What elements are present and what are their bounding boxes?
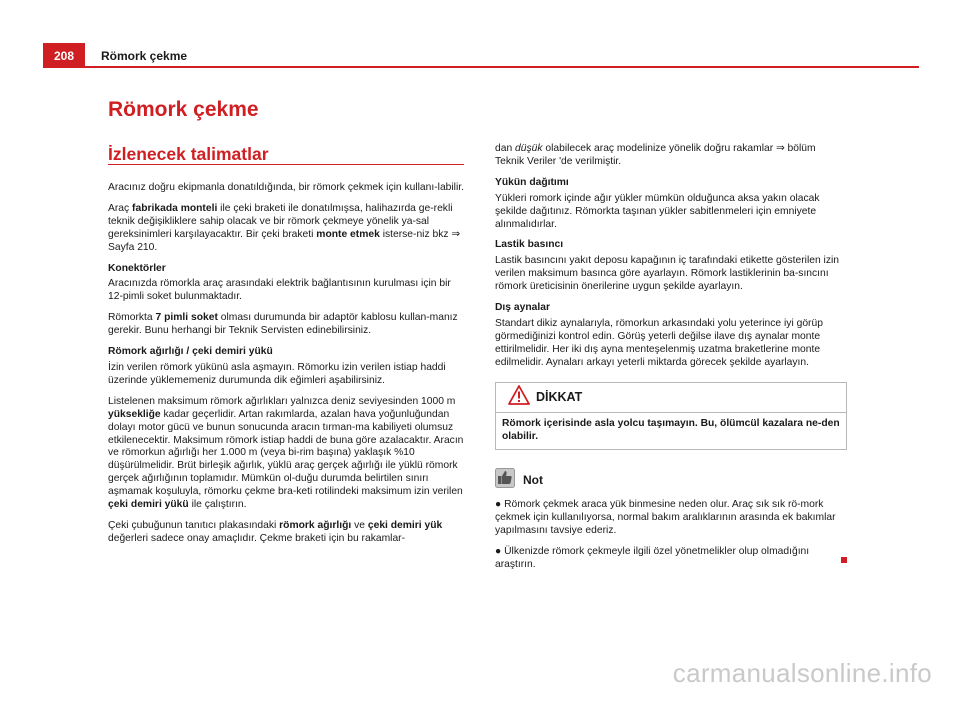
text-run: Araç xyxy=(108,202,133,214)
text-run: isterse-niz bkz ⇒ Sayfa 210. xyxy=(108,228,460,253)
header-rule xyxy=(43,66,919,68)
weight-heading: Römork ağırlığı / çeki demiri yükü xyxy=(108,346,273,358)
text-run: değerleri sadece onay amaçlıdır. Çekme braketi için bu rakamlar- xyxy=(108,532,406,544)
altitude-paragraph xyxy=(108,396,464,512)
mirror-heading: Dış aynalar xyxy=(495,302,550,314)
text-run: olması durumunda bir adaptör kablosu kullan-manız gerekir. Bunu herhangi bir Teknik Servisten edinebilirsiniz. xyxy=(108,312,458,337)
factory-paragraph xyxy=(108,203,464,255)
page-number: 208 xyxy=(43,43,85,68)
warning-triangle-icon xyxy=(508,385,530,410)
note-bullet xyxy=(495,499,847,538)
chapter-title: Römork çekme xyxy=(108,98,259,121)
bold-run: çeki demiri yük xyxy=(367,519,443,531)
connectors-heading: Konektörler xyxy=(108,262,166,274)
watermark: carmanualsonline.info xyxy=(672,658,932,688)
text-run: ile çeki braketi ile donatılmışsa, halihazırda ge-rekli teknik değişikliklere sahip olacak ve bir römork çekmeye yönelik ya-sal gereksinimleri karşılayacaktır. Bir çeki braketi xyxy=(108,202,453,240)
adapter-paragraph xyxy=(108,312,464,338)
warning-text: Römork içerisinde asla yolcu taşımayın. Bu, ölümcül kazalara ne-den olabilir. xyxy=(502,417,840,442)
weight-paragraph: İzin verilen römork yükünü asla aşmayın. Römorku izin verilen istiap haddi üzerinde yüklememeniz durumunda dik eğimleri aşabilirsiniz. xyxy=(108,361,446,386)
section-rule xyxy=(108,164,464,165)
note-bullet xyxy=(495,546,847,572)
running-title: Römork çekme xyxy=(101,49,188,63)
mirror-paragraph: Standart dikiz aynalarıyla, römorkun arkasındaki yolu yeterince iyi görüp görmediğinizi kontrol edin. Görüş yeterli değilse ilave dış aynalar monte ettirilmelidir. Her iki dış ayna menteşelenmiş uzatma braketlerine monte edilmelidir. Aynaları arkayı yeterli miktarda görecek şekilde ayarlayın. xyxy=(495,317,823,368)
note-icon xyxy=(495,468,515,493)
continuation-paragraph xyxy=(495,143,847,169)
bold-run: fabrikada monteli xyxy=(132,202,218,214)
right-column xyxy=(495,143,847,580)
text-run: ile çalıştırın. xyxy=(188,499,247,511)
text-run: ve xyxy=(351,519,368,531)
warning-header xyxy=(496,383,846,413)
section-title: İzlenecek talimatlar xyxy=(108,144,269,164)
text-run: Römork çekmek araca yük binmesine neden olur. Araç sık sık rö-mork çekmek için kullanılıyorsa, normal bakım aralıklarının arasında ek bakımlar yapılmasını tavsiye ederiz. xyxy=(495,499,836,537)
left-column xyxy=(108,182,464,554)
bold-run: monte etmek xyxy=(316,228,380,240)
text-run: Çeki çubuğunun tanıtıcı plakasındaki xyxy=(108,519,280,531)
note-title: Not xyxy=(523,473,543,488)
load-heading: Yükün dağıtımı xyxy=(495,176,569,188)
bold-run: yüksekliğe xyxy=(108,408,161,420)
bold-run: 7 pimli soket xyxy=(155,312,218,324)
text-run: kadar geçerlidir. Artan rakımlarda, azalan hava yoğunluğundan dolayı motor gücü ve bunun sonucunda aracın tırman-ma kabiliyeti olumsuz etkilenecektir. Maksimum römork istiap haddi de buna göre azalacaktır. Aracın ve römorkun ağırlığı her 1.000 m (veya bi-rim başına) yaklaşık %10 düşürülmelidir. Brüt birleşik ağırlık, yüklü araç gerçek ağırlığı ile yüklü römork gerçek ağırlığının toplamıdır. Mümkün ol-duğu durumda belirtilen sınırı aşmamak koşuluyla, römorku çekme bra-keti rotilindeki maksimum izin verilen xyxy=(108,408,464,498)
text-run: Ülkenizde römork çekmeyle ilgili özel yönetmelikler olup olmadığını araştırın. xyxy=(495,546,810,570)
bullet-dot: ● xyxy=(495,546,502,558)
note-header xyxy=(495,468,847,493)
tire-paragraph: Lastik basıncını yakıt deposu kapağının iç tarafındaki etikette gösterilen izin verilen maksimum basınca göre ayarlayın. Römork lastiklerinin ba-sıncını römork üreticisinin önerilerine uygun şekilde ayarlayın. xyxy=(495,255,840,293)
load-paragraph: Yükleri romork içinde ağır yükler mümkün olduğunca aksa yakın olacak şekilde dağıtınız. Römorkta taşınan yükler sabitlenmeleri için emniyete alınmalıdırlar. xyxy=(495,192,820,230)
warning-box xyxy=(495,382,847,451)
italic-run: düşük xyxy=(515,143,543,154)
section-end-marker xyxy=(841,557,847,563)
bold-run: römork ağırlığı xyxy=(279,519,352,531)
text-run: Römorkta xyxy=(108,312,156,324)
tire-heading: Lastik basıncı xyxy=(495,239,564,251)
connectors-paragraph: Aracınızda römorkla araç arasındaki elektrik bağlantısının kurulması için bir 12-pimli soket bulunmaktadır. xyxy=(108,278,451,303)
bullet-dot: ● xyxy=(495,499,502,511)
warning-title: DİKKAT xyxy=(536,389,583,404)
text-run: olabilecek araç modelinize yönelik doğru rakamlar ⇒ bölüm Teknik Veriler 'de verilmiştir. xyxy=(495,143,816,167)
text-run: Listelenen maksimum römork ağırlıkları yalnızca deniz seviyesinden 1000 m xyxy=(108,395,456,407)
plate-paragraph xyxy=(108,520,464,546)
bold-run: çeki demiri yükü xyxy=(108,499,189,511)
text-run: dan xyxy=(495,143,516,154)
intro-paragraph: Aracınız doğru ekipmanla donatıldığında, bir römork çekmek için kullanı-labilir. xyxy=(108,182,464,193)
